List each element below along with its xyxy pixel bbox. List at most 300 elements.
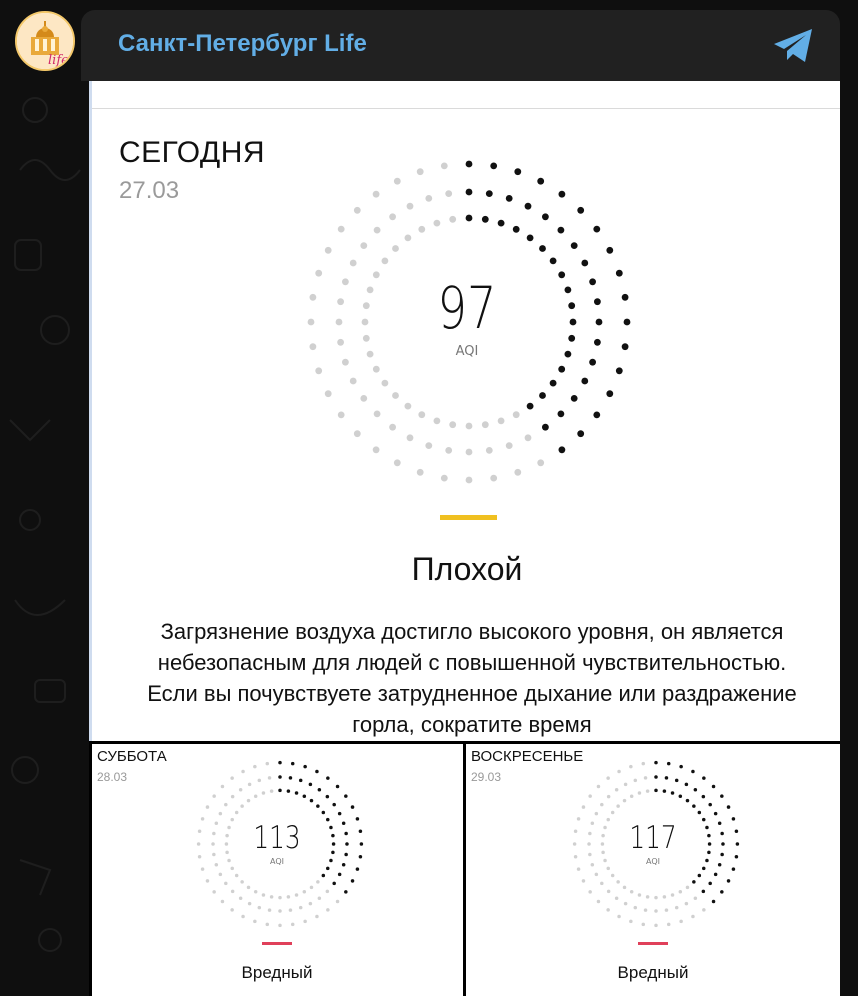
aqi-dot-inactive: [342, 278, 349, 285]
aqi-dot-inactive: [230, 908, 234, 912]
aqi-dot-inactive: [595, 873, 599, 877]
aqi-dot-active: [692, 804, 696, 808]
aqi-dot-inactive: [278, 924, 282, 928]
day-title: СЕГОДНЯ: [119, 136, 266, 169]
aqi-dot-inactive: [615, 896, 619, 900]
aqi-dot-active: [596, 319, 603, 326]
aqi-dot-active: [550, 380, 557, 387]
aqi-dot-inactive: [262, 791, 266, 795]
aqi-dot-active: [698, 811, 702, 815]
aqi-dot-active: [506, 195, 513, 202]
aqi-dot-inactive: [642, 762, 646, 766]
aqi-dot-inactive: [434, 220, 441, 227]
aqi-value: 113: [253, 820, 301, 856]
aqi-unit: AQI: [270, 857, 284, 866]
day-title: СУББОТА: [97, 748, 167, 765]
aqi-dot-inactive: [206, 879, 210, 883]
aqi-dot-active: [559, 446, 566, 453]
aqi-dot-active: [671, 791, 675, 795]
aqi-dot-inactive: [425, 442, 432, 449]
aqi-dot-active: [735, 830, 739, 834]
aqi-dot-inactive: [582, 805, 586, 809]
aqi-dot-inactive: [616, 880, 620, 884]
aqi-dot-inactive: [315, 367, 322, 374]
aqi-dot-active: [667, 762, 671, 766]
aqi-dot-active: [708, 842, 712, 846]
aqi-dot-inactive: [253, 920, 257, 924]
aqi-dot-inactive: [623, 799, 627, 803]
aqi-dot-active: [527, 235, 534, 242]
aqi-dot-active: [344, 853, 348, 857]
aqi-dot-active: [594, 298, 601, 305]
aqi-dot-inactive: [266, 923, 270, 927]
aqi-dot-active: [675, 779, 679, 783]
aqi-dot-inactive: [506, 442, 513, 449]
aqi-dot-active: [705, 859, 709, 863]
aqi-dot-inactive: [675, 906, 679, 910]
aqi-dot-inactive: [667, 923, 671, 927]
aqi-dot-inactive: [291, 923, 295, 927]
aqi-dot-inactive: [624, 783, 628, 787]
aqi-dot-active: [679, 794, 683, 798]
aqi-dot-inactive: [513, 411, 520, 418]
aqi-dot-inactive: [574, 855, 578, 859]
aqi-dot-active: [558, 411, 565, 418]
aqi-level-bar: [638, 942, 668, 945]
aqi-dot-inactive: [326, 908, 330, 912]
channel-title[interactable]: Санкт-Петербург Life: [118, 30, 367, 57]
aqi-dot-active: [360, 842, 364, 846]
channel-avatar-icon[interactable]: [15, 11, 75, 71]
aqi-dot-inactive: [336, 319, 343, 326]
svg-text:life: life: [48, 53, 69, 68]
aqi-dot-active: [278, 789, 282, 793]
aqi-dot-active: [336, 785, 340, 789]
aqi-dot-inactive: [394, 178, 401, 185]
aqi-dot-active: [735, 855, 739, 859]
aqi-dot-inactive: [498, 418, 505, 425]
aqi-dot-active: [342, 863, 346, 867]
aqi-dot-inactive: [417, 168, 424, 175]
aqi-dot-active: [707, 834, 711, 838]
aqi-dot-active: [539, 392, 546, 399]
aqi-dot-active: [332, 842, 336, 846]
aqi-dot-inactive: [445, 447, 452, 454]
aqi-value: 97: [437, 274, 497, 342]
aqi-dot-inactive: [588, 794, 592, 798]
aqi-dot-inactive: [198, 855, 202, 859]
aqi-dot-inactive: [373, 366, 380, 373]
aqi-dot-active: [326, 818, 330, 822]
today-card: [89, 81, 840, 741]
aqi-dot-inactive: [240, 880, 244, 884]
aqi-dot-active: [331, 851, 335, 855]
aqi-level-label: Вредный: [617, 963, 689, 982]
aqi-dot-active: [705, 826, 709, 830]
aqi-dot-active: [654, 789, 658, 793]
aqi-dot-active: [714, 873, 718, 877]
aqi-dot-inactive: [211, 842, 215, 846]
aqi-level-label: Плохой: [411, 551, 523, 587]
aqi-dot-inactive: [665, 908, 669, 912]
aqi-dot-inactive: [262, 893, 266, 897]
aqi-dot-inactive: [603, 859, 607, 863]
aqi-dot-active: [351, 879, 355, 883]
aqi-dot-active: [514, 168, 521, 175]
aqi-dot-active: [720, 853, 724, 857]
channel-header: [81, 10, 840, 81]
aqi-dot-inactive: [350, 260, 357, 267]
aqi-dot-inactive: [363, 302, 370, 309]
aqi-dot-inactive: [389, 424, 396, 431]
aqi-dot-active: [558, 227, 565, 234]
day-date: 28.03: [97, 770, 128, 784]
aqi-dot-inactive: [441, 475, 448, 482]
aqi-dot-active: [581, 378, 588, 385]
aqi-dot-active: [622, 294, 629, 301]
aqi-dot-inactive: [278, 909, 282, 913]
aqi-dot-active: [686, 799, 690, 803]
aqi-dot-inactive: [417, 469, 424, 476]
aqi-dot-inactive: [315, 270, 322, 277]
aqi-dot-inactive: [382, 380, 389, 387]
aqi-dot-inactive: [316, 880, 320, 884]
aqi-dot-active: [287, 789, 291, 793]
divider: [92, 108, 840, 109]
aqi-dot-inactive: [694, 896, 698, 900]
aqi-dot-inactive: [337, 298, 344, 305]
aqi-dot-active: [299, 779, 303, 783]
aqi-dot-active: [665, 776, 669, 780]
aqi-dot-active: [593, 226, 600, 233]
aqi-dot-active: [624, 319, 631, 326]
aqi-dot-inactive: [315, 915, 319, 919]
aqi-dot-inactive: [374, 227, 381, 234]
aqi-dot-active: [539, 245, 546, 252]
aqi-dot-active: [720, 794, 724, 798]
aqi-dot-active: [702, 818, 706, 822]
aqi-dot-inactive: [382, 258, 389, 265]
aqi-dot-active: [303, 765, 307, 769]
aqi-dot-active: [345, 842, 349, 846]
aqi-dot-inactive: [354, 207, 361, 214]
aqi-dot-active: [278, 775, 282, 779]
aqi-dot-active: [331, 834, 335, 838]
aqi-dot-inactive: [407, 203, 414, 210]
aqi-dot-active: [326, 795, 330, 799]
aqi-dot-inactive: [405, 235, 412, 242]
aqi-dot-inactive: [270, 789, 274, 793]
aqi-dot-active: [338, 873, 342, 877]
aqi-dot-active: [568, 335, 575, 342]
aqi-dot-inactive: [418, 226, 425, 233]
aqi-dot-inactive: [591, 822, 595, 826]
aqi-dot-inactive: [606, 908, 610, 912]
aqi-dot-active: [527, 403, 534, 410]
aqi-dot-inactive: [601, 842, 605, 846]
aqi-level-label: Вредный: [241, 963, 313, 982]
aqi-dot-inactive: [197, 842, 201, 846]
aqi-dot-active: [316, 804, 320, 808]
aqi-dot-active: [593, 412, 600, 419]
telegram-share-icon[interactable]: [772, 27, 816, 65]
aqi-dot-active: [326, 776, 330, 780]
aqi-dot-active: [303, 794, 307, 798]
aqi-dot-active: [692, 880, 696, 884]
aqi-dot-inactive: [231, 795, 235, 799]
aqi-dot-active: [589, 359, 596, 366]
aqi-dot-inactive: [623, 886, 627, 890]
aqi-dot-inactive: [644, 776, 648, 780]
aqi-dot-inactive: [597, 785, 601, 789]
aqi-dot-inactive: [537, 459, 544, 466]
aqi-dot-active: [712, 900, 716, 904]
aqi-dot-inactive: [646, 789, 650, 793]
aqi-dot-inactive: [310, 294, 317, 301]
aqi-dot-active: [570, 319, 577, 326]
aqi-dot-inactive: [466, 423, 473, 430]
aqi-dot-inactive: [606, 776, 610, 780]
aqi-dot-inactive: [466, 477, 473, 484]
aqi-dot-inactive: [374, 411, 381, 418]
aqi-dot-inactive: [287, 895, 291, 899]
aqi-dot-inactive: [588, 890, 592, 894]
aqi-dot-inactive: [225, 842, 229, 846]
aqi-dot-active: [702, 890, 706, 894]
aqi-dot-inactive: [616, 804, 620, 808]
aqi-dot-inactive: [490, 475, 497, 482]
aqi-dot-inactive: [326, 890, 330, 894]
aqi-dot-inactive: [582, 879, 586, 883]
aqi-dot-inactive: [303, 890, 307, 894]
aqi-dot-active: [309, 783, 313, 787]
aqi-dot-inactive: [266, 762, 270, 766]
aqi-dot-active: [712, 785, 716, 789]
aqi-dot-inactive: [405, 403, 412, 410]
aqi-dot-inactive: [577, 867, 581, 871]
aqi-dot-inactive: [600, 803, 604, 807]
aqi-dot-active: [537, 178, 544, 185]
aqi-dot-active: [691, 770, 695, 774]
aqi-dot-inactive: [634, 906, 638, 910]
aqi-dot-inactive: [231, 890, 235, 894]
aqi-dot-inactive: [434, 418, 441, 425]
aqi-dot-inactive: [591, 863, 595, 867]
aqi-dot-inactive: [638, 791, 642, 795]
aqi-dot-inactive: [342, 359, 349, 366]
aqi-dot-inactive: [325, 390, 332, 397]
aqi-dot-inactive: [373, 191, 380, 198]
aqi-dot-inactive: [309, 902, 313, 906]
aqi-dot-active: [344, 832, 348, 836]
aqi-dot-inactive: [268, 908, 272, 912]
aqi-dot-active: [322, 874, 326, 878]
aqi-dot-inactive: [215, 822, 219, 826]
aqi-dot-inactive: [392, 245, 399, 252]
aqi-dot-active: [558, 271, 565, 278]
aqi-dot-inactive: [212, 794, 216, 798]
aqi-dot-inactive: [595, 812, 599, 816]
aqi-dot-inactive: [235, 874, 239, 878]
aqi-dot-inactive: [235, 811, 239, 815]
aqi-dot-inactive: [278, 896, 282, 900]
aqi-dot-inactive: [654, 896, 658, 900]
aqi-dot-active: [718, 863, 722, 867]
aqi-dot-inactive: [671, 893, 675, 897]
aqi-dot-inactive: [230, 776, 234, 780]
aqi-dot-active: [338, 812, 342, 816]
aqi-dot-inactive: [239, 896, 243, 900]
aqi-dot-active: [295, 791, 299, 795]
aqi-dot-active: [490, 163, 497, 170]
aqi-dot-active: [278, 761, 282, 765]
aqi-dot-inactive: [587, 842, 591, 846]
aqi-dot-inactive: [654, 924, 658, 928]
aqi-dot-inactive: [441, 163, 448, 170]
aqi-dot-active: [702, 867, 706, 871]
aqi-dot-active: [654, 775, 658, 779]
aqi-dot-inactive: [224, 803, 228, 807]
aqi-dot-inactive: [336, 900, 340, 904]
aqi-dot-inactive: [367, 351, 374, 358]
aqi-dot-inactive: [268, 776, 272, 780]
aqi-dot-inactive: [258, 906, 262, 910]
aqi-dot-inactive: [691, 915, 695, 919]
aqi-dot-inactive: [486, 447, 493, 454]
aqi-dot-inactive: [299, 906, 303, 910]
aqi-dot-active: [332, 882, 336, 886]
aqi-dot-inactive: [630, 890, 634, 894]
aqi-dot-active: [550, 258, 557, 265]
aqi-dot-inactive: [367, 287, 374, 294]
aqi-dot-inactive: [201, 817, 205, 821]
aqi-dot-inactive: [600, 882, 604, 886]
aqi-dot-inactive: [230, 867, 234, 871]
aqi-dot-inactive: [219, 812, 223, 816]
aqi-dot-inactive: [295, 893, 299, 897]
aqi-dot-inactive: [644, 908, 648, 912]
aqi-dot-active: [359, 830, 363, 834]
aqi-dot-active: [589, 278, 596, 285]
aqi-dot-active: [558, 366, 565, 373]
aqi-dot-inactive: [373, 271, 380, 278]
aqi-dot-active: [663, 789, 667, 793]
aqi-dot-inactive: [617, 915, 621, 919]
aqi-dot-active: [581, 260, 588, 267]
aqi-dot-active: [315, 770, 319, 774]
aqi-dot-active: [356, 817, 360, 821]
aqi-dot-inactive: [241, 770, 245, 774]
aqi-dot-inactive: [247, 886, 251, 890]
aqi-dot-active: [466, 161, 473, 168]
aqi-dot-inactive: [679, 890, 683, 894]
aqi-dot-active: [720, 832, 724, 836]
aqi-dot-inactive: [224, 882, 228, 886]
aqi-dot-active: [342, 822, 346, 826]
aqi-dot-inactive: [206, 805, 210, 809]
aqi-dot-inactive: [642, 923, 646, 927]
aqi-dot-inactive: [362, 319, 369, 326]
aqi-dot-active: [482, 216, 489, 223]
aqi-dot-active: [351, 805, 355, 809]
aqi-dot-inactive: [227, 859, 231, 863]
aqi-dot-inactive: [303, 920, 307, 924]
aqi-dot-active: [466, 189, 473, 196]
aqi-dot-active: [727, 805, 731, 809]
aqi-dot-inactive: [239, 788, 243, 792]
aqi-dot-inactive: [289, 908, 293, 912]
aqi-dot-inactive: [663, 895, 667, 899]
aqi-dot-active: [542, 424, 549, 431]
aqi-dot-active: [718, 822, 722, 826]
aqi-level-bar: [262, 942, 292, 945]
aqi-dot-active: [486, 190, 493, 197]
aqi-dot-inactive: [338, 226, 345, 233]
aqi-dot-inactive: [629, 920, 633, 924]
aqi-dot-inactive: [258, 779, 262, 783]
aqi-dot-inactive: [212, 853, 216, 857]
aqi-dot-inactive: [611, 874, 615, 878]
aqi-dot-active: [291, 762, 295, 766]
post-image: [89, 81, 840, 996]
aqi-dot-active: [329, 826, 333, 830]
aqi-dot-inactive: [248, 783, 252, 787]
aqi-dot-inactive: [350, 378, 357, 385]
aqi-dot-active: [466, 215, 473, 222]
aqi-unit: AQI: [455, 344, 479, 359]
aqi-dot-inactive: [654, 909, 658, 913]
aqi-dot-inactive: [617, 770, 621, 774]
aqi-dot-inactive: [354, 430, 361, 437]
aqi-dot-active: [565, 351, 572, 358]
aqi-dot-inactive: [418, 411, 425, 418]
aqi-dot-active: [559, 191, 566, 198]
aqi-dot-active: [322, 811, 326, 815]
forecast-saturday: [89, 741, 463, 996]
aqi-dot-inactive: [686, 886, 690, 890]
aqi-dot-inactive: [466, 449, 473, 456]
aqi-dot-inactive: [360, 242, 367, 249]
aqi-dot-inactive: [221, 900, 225, 904]
aqi-dot-inactive: [241, 915, 245, 919]
aqi-dot-inactive: [624, 902, 628, 906]
aqi-dot-active: [318, 788, 322, 792]
aqi-dot-inactive: [588, 853, 592, 857]
aqi-dot-inactive: [646, 895, 650, 899]
aqi-dot-inactive: [629, 765, 633, 769]
aqi-dot-inactive: [308, 319, 315, 326]
aqi-dot-inactive: [363, 335, 370, 342]
aqi-dot-inactive: [392, 392, 399, 399]
aqi-dot-active: [326, 867, 330, 871]
aqi-unit: AQI: [646, 857, 660, 866]
aqi-dot-active: [685, 783, 689, 787]
aqi-dot-inactive: [685, 902, 689, 906]
aqi-dot-inactive: [573, 842, 577, 846]
aqi-dot-inactive: [445, 190, 452, 197]
aqi-dot-inactive: [270, 895, 274, 899]
aqi-dot-inactive: [449, 216, 456, 223]
aqi-dot-active: [702, 795, 706, 799]
aqi-dot-inactive: [221, 785, 225, 789]
aqi-dot-inactive: [407, 434, 414, 441]
aqi-dot-active: [732, 867, 736, 871]
aqi-dot-inactive: [360, 395, 367, 402]
aqi-dot-active: [720, 890, 724, 894]
aqi-dot-inactive: [611, 811, 615, 815]
aqi-dot-active: [694, 788, 698, 792]
aqi-dot-inactive: [325, 247, 332, 254]
